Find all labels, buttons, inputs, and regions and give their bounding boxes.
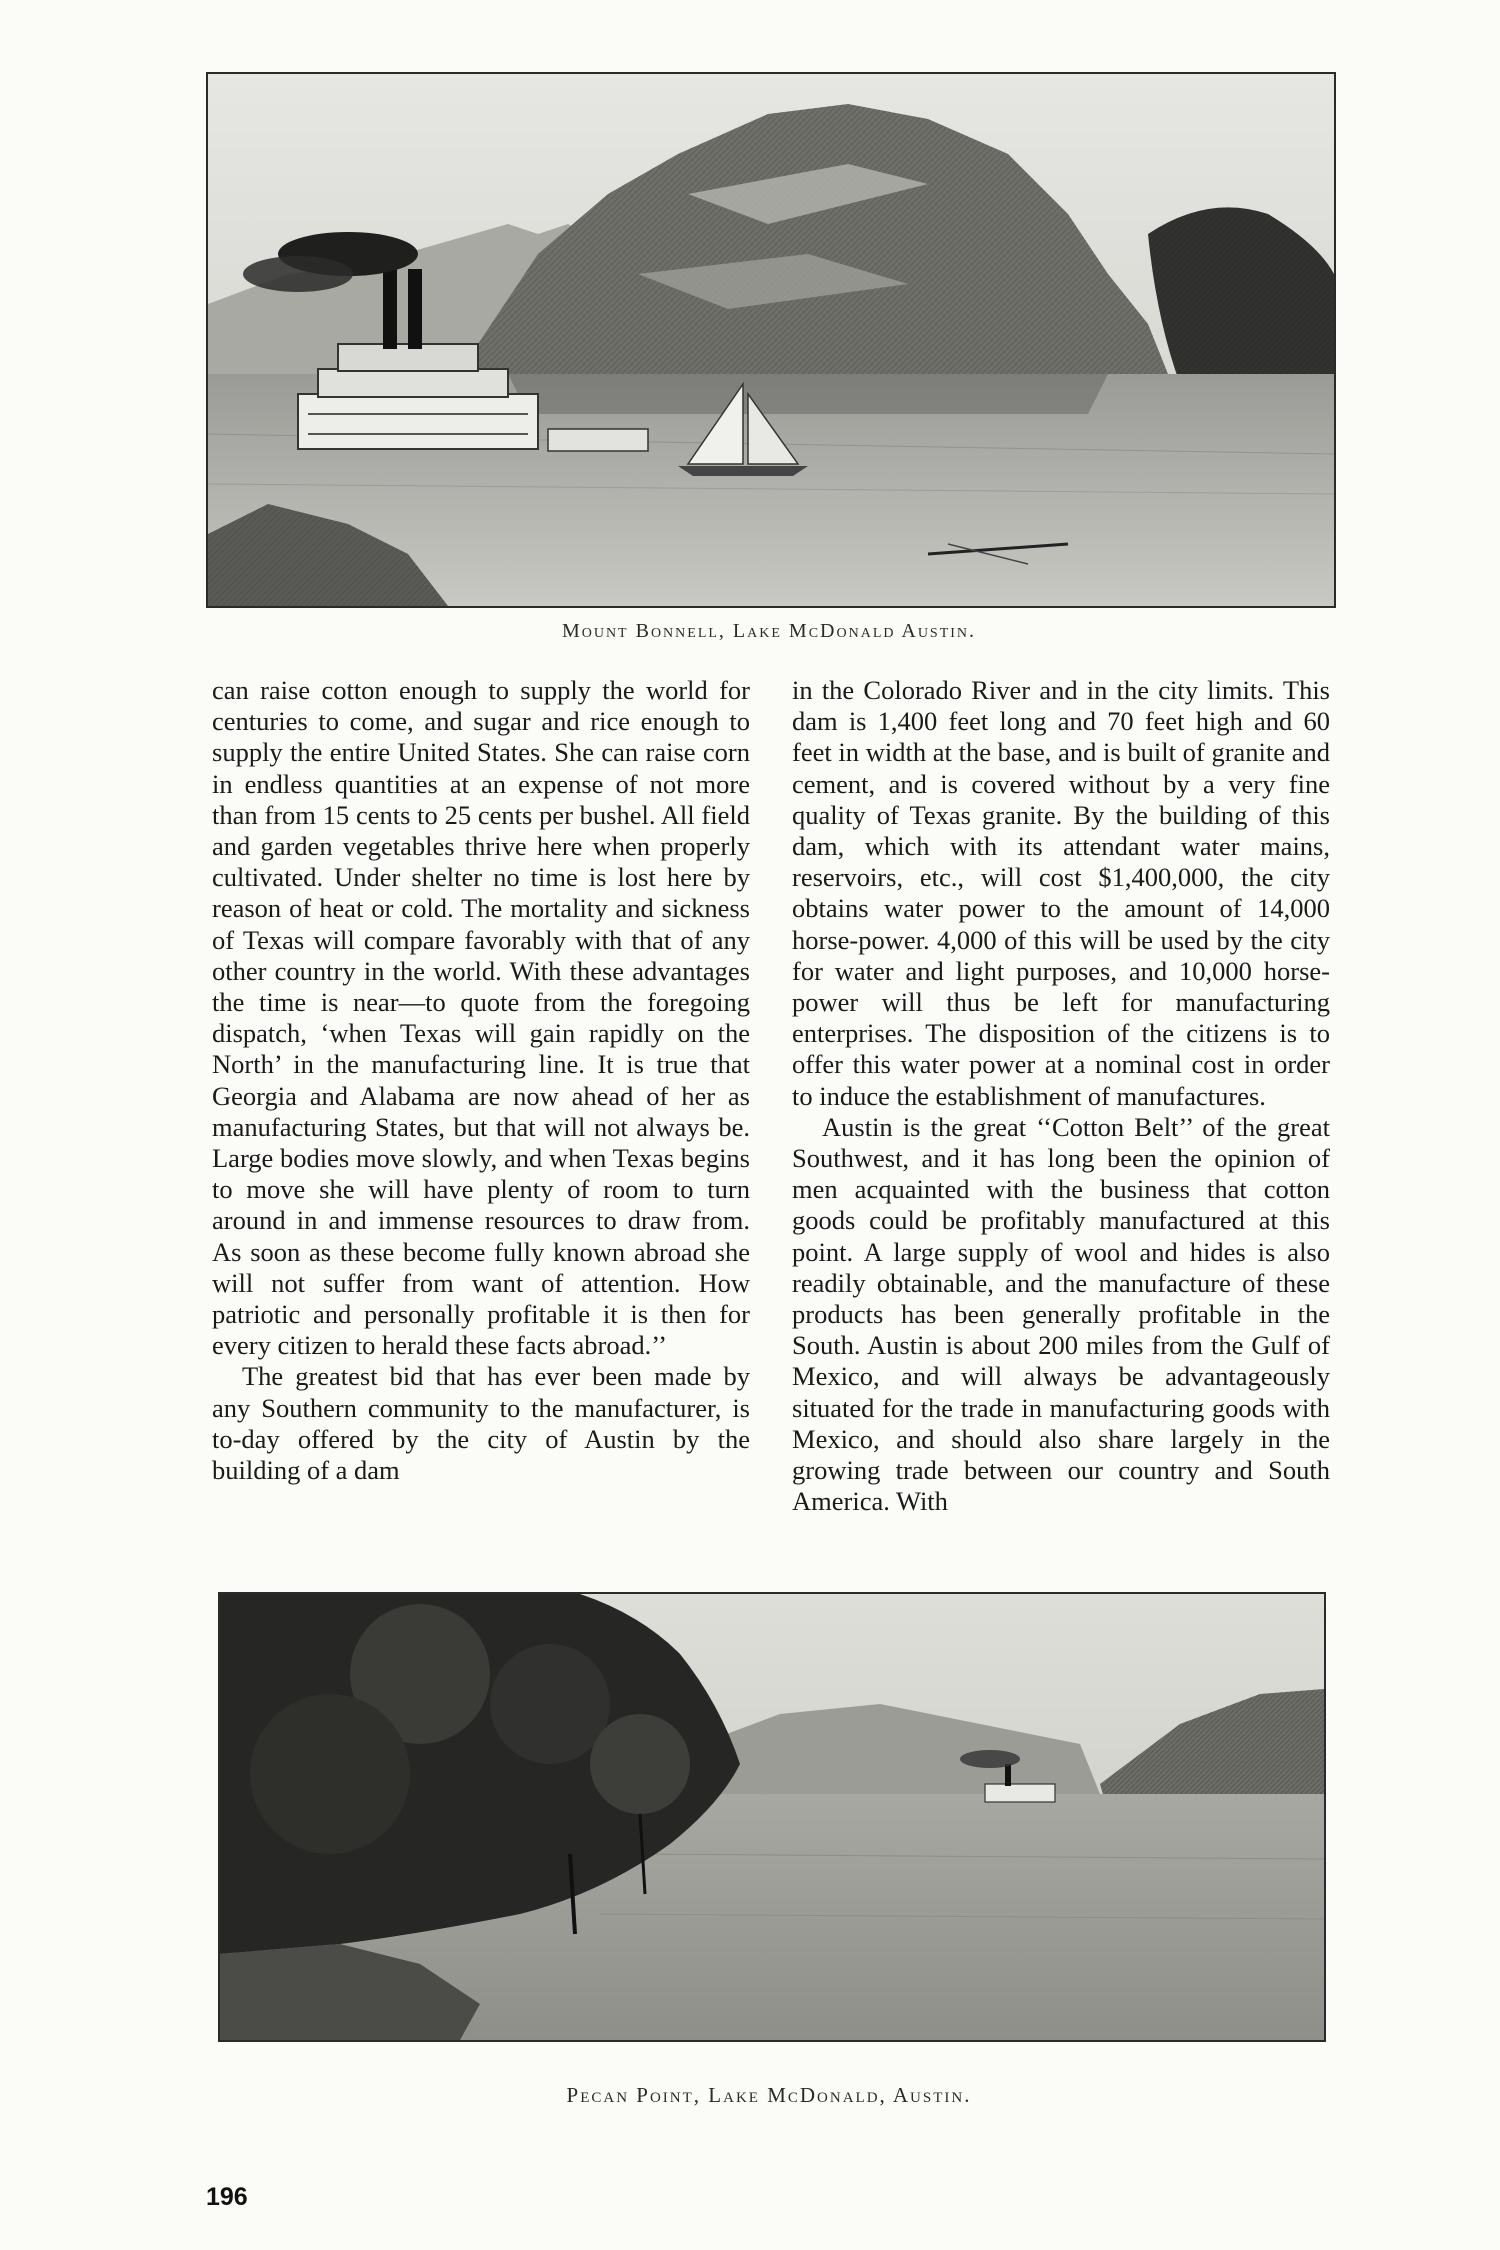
left-text-column	[212, 675, 750, 1486]
left-paragraph-2: The greatest bid that has ever been made by any Southern community to the manufacturer, is to-day offered by the city of Austin by the building of a dam	[212, 1361, 750, 1486]
left-paragraph-1: can raise cotton enough to supply the world for centuries to come, and sugar and rice enough to supply the entire United States. She can raise corn in endless quantities at an expense of not more than from 15 cents to 25 cents per bushel. All field and garden vegetables thrive here when properly cultivated. Under shelter no time is lost here by reason of heat or cold. The mortality and sickness of Texas will compare favorably with that of any other country in the world. With these advantages the time is near—to quote from the foregoing dispatch, ‘when Texas will gain rapidly on the North’ in the manufacturing line. It is true that Georgia and Alabama are now ahead of her as manufacturing States, but that will not always be. Large bodies move slowly, and when Texas begins to move she will have plenty of room to turn around in and immense resources to draw from. As soon as these become fully known abroad she will not suffer from want of attention. How patriotic and personally profitable it is then for every citizen to herald these facts abroad.’’	[212, 675, 750, 1361]
page-number: 196	[206, 2183, 248, 2211]
pecan-point-engraving	[220, 1594, 1324, 2040]
right-paragraph-2: Austin is the great ‘‘Cotton Belt’’ of the great Southwest, and it has long been the opinion of men acquainted with the business that cotton goods could be profitably manufactured at this point. A large supply of wool and hides is also readily obtainable, and the manufacture of these products has been generally profitable in the South. Austin is about 200 miles from the Gulf of Mexico, and will always be advantageously situated for the trade in manufacturing goods with Mexico, and should also share largely in the growing trade between our country and South America. With	[792, 1111, 1330, 1517]
mount-bonnell-illustration	[206, 72, 1336, 608]
right-paragraph-1: in the Colorado River and in the city limits. This dam is 1,400 feet long and 70 feet high and 60 feet in width at the base, and is built of granite and cement, and is covered without by a very fine quality of Texas granite. By the building of this dam, which with its attendant water mains, reservoirs, etc., will cost $1,400,000, the city obtains water power to the amount of 14,000 horse-power. 4,000 of this will be used by the city for water and light purposes, and 10,000 horse-power will thus be left for manufacturing enterprises. The disposition of the citizens is to offer this water power at a nominal cost in order to induce the establishment of manufactures.	[792, 675, 1330, 1111]
top-figure-caption: Mount Bonnell, Lake McDonald Austin.	[561, 620, 977, 642]
bottom-figure-caption: Pecan Point, Lake McDonald, Austin.	[566, 2083, 972, 2107]
mount-bonnell-engraving	[208, 74, 1334, 606]
right-text-column	[792, 675, 1330, 1517]
pecan-point-illustration	[218, 1592, 1326, 2042]
